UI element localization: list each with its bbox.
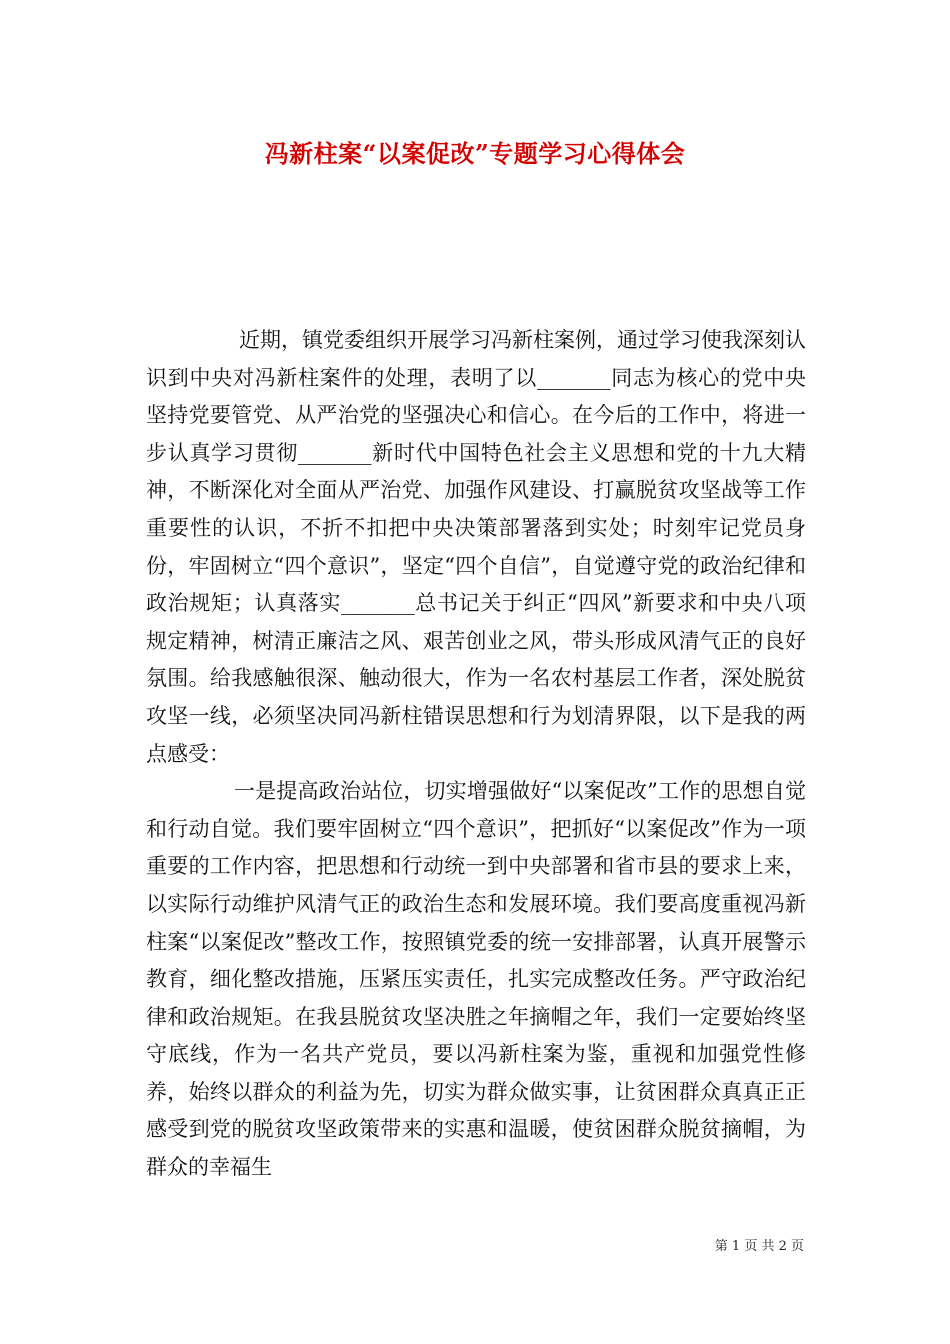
document-title: 冯新柱案“以案促改”专题学习心得体会 <box>264 139 686 168</box>
body-paragraph-2: 一是提高政治站位，切实增强做好“以案促改”工作的思想自觉和行动自觉。我们要牢固树立“四个意识”，把抓好“以案促改”作为一项重要的工作内容，把思想和行动统一到中央部署和省市县的要求上来，以实际行动维护风清气正的政治生态和发展环境。我们要高度重视冯新柱案“以案促改”整改工作，按照镇党委的统一安排部署，认真开展警示教育，细化整改措施，压紧压实责任，扎实完成整改任务。严守政治纪律和政治规矩。在我县脱贫攻坚决胜之年摘帽之年，我们一定要始终坚守底线，作为一名共产党员，要以冯新柱案为鉴，重视和加强党性修养，始终以群众的利益为先，切实为群众做实事，让贫困群众真真正正感受到党的脱贫攻坚政策带来的实惠和温暖，使贫困群众脱贫摘帽，为群众的幸福生 <box>146 779 806 1180</box>
document-body <box>146 322 806 1187</box>
page-number-footer: 第 1 页 共 2 页 <box>714 1239 804 1254</box>
body-paragraph-1: 近期，镇党委组织开展学习冯新柱案例，通过学习使我深刻认识到中央对冯新柱案件的处理，表明了以_______同志为核心的党中央坚持党要管党、从严治党的坚强决心和信心。在今后的工作中，将进一步认真学习贯彻_______新时代中国特色社会主义思想和党的十九大精神，不断深化对全面从严治党、加强作风建设、打赢脱贫攻坚战等工作重要性的认识，不折不扣把中央决策部署落到实处；时刻牢记党员身份，牢固树立“四个意识”，坚定“四个自信”，自觉遵守党的政治纪律和政治规矩；认真落实_______总书记关于纠正“四风”新要求和中央八项规定精神，树清正廉洁之风、艰苦创业之风，带头形成风清气正的良好氛围。给我感触很深、触动很大，作为一名农村基层工作者，深处脱贫攻坚一线，必须坚决同冯新柱错误思想和行为划清界限，以下是我的两点感受： <box>146 328 806 766</box>
